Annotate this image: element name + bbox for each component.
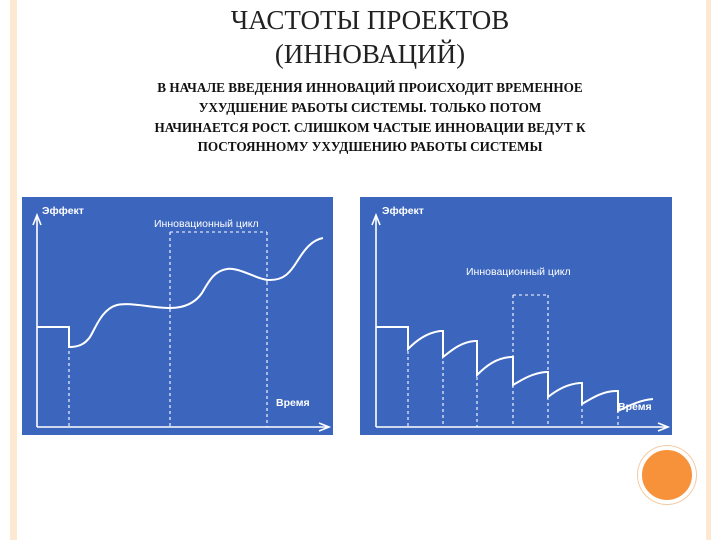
diagram-decline [360,197,672,435]
cycle-label: Инновационный цикл [466,266,571,278]
x-axis-label: Время [618,401,652,413]
subtitle-line-3: НАЧИНАЕТСЯ РОСТ. СЛИШКОМ ЧАСТЫЕ ИННОВАЦИИ ВЕДУТ К [154,120,586,135]
cycle-label: Инновационный цикл [154,218,259,230]
diagram-growth [22,197,333,435]
subtitle-line-4: ПОСТОЯННОМУ УХУДШЕНИЮ РАБОТЫ СИСТЕМЫ [197,139,543,154]
y-axis-label: Эффект [382,205,424,217]
diagram-decline-graphic [360,197,672,435]
subtitle-line-2: УХУДШЕНИЕ РАБОТЫ СИСТЕМЫ. ТОЛЬКО ПОТОМ [198,100,542,115]
y-axis-label: Эффект [42,205,84,217]
page-title-line-2: (ИННОВАЦИЙ) [274,39,466,69]
subtitle-line-1: В НАЧАЛЕ ВВЕДЕНИЯ ИННОВАЦИЙ ПРОИСХОДИТ ВРЕМЕННОЕ [157,80,583,95]
effect-curve [37,238,323,347]
decorative-orange-circle [638,446,696,504]
page-title-line-1: ЧАСТОТЫ ПРОЕКТОВ [230,5,510,35]
right-decor-stripe [706,0,711,540]
x-axis-label: Время [276,397,310,409]
effect-curve [376,327,653,411]
left-decor-stripe [10,0,17,540]
